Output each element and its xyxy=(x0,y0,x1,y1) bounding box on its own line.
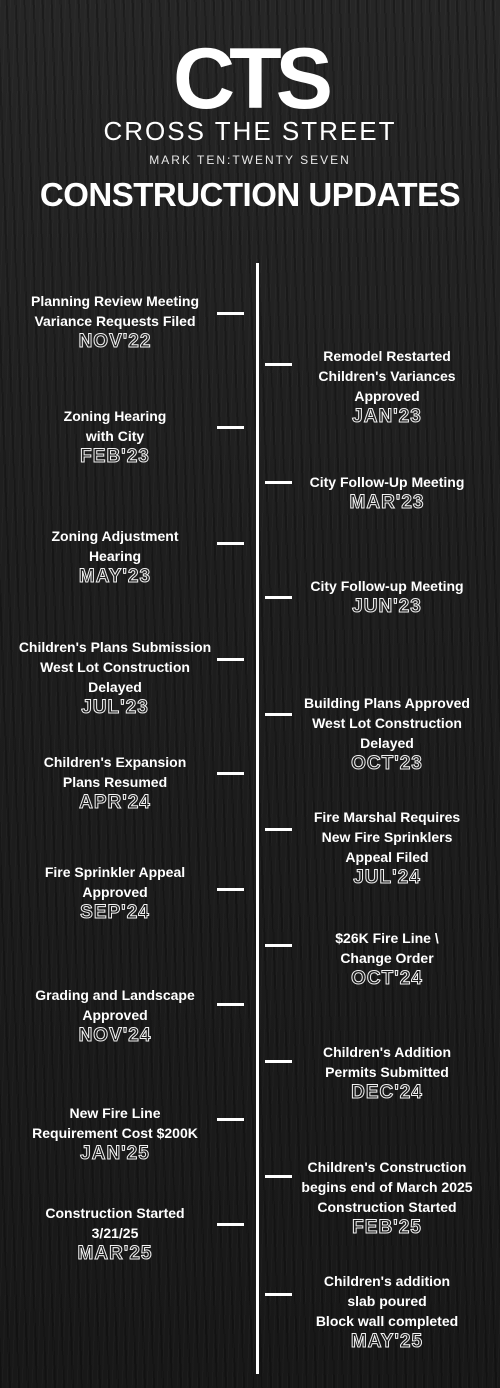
timeline-entry xyxy=(10,291,220,353)
entry-description: Children's Plans Submission West Lot Construction Delayed xyxy=(18,639,212,695)
timeline-tick xyxy=(217,888,244,891)
entry-date: NOV'22 xyxy=(78,331,152,352)
entry-description: Zoning Adjustment Hearing xyxy=(51,528,179,564)
timeline-entry xyxy=(282,807,492,889)
timeline-tick xyxy=(217,658,244,661)
entry-description: Fire Marshal Requires New Fire Sprinklers Appeal Filed xyxy=(313,809,461,865)
timeline-entry xyxy=(10,862,220,924)
timeline-tick xyxy=(217,1003,244,1006)
entry-description: City Follow-up Meeting xyxy=(310,578,464,594)
entry-date: FEB'25 xyxy=(352,1217,422,1238)
page-title: CONSTRUCTION UPDATES xyxy=(39,176,461,213)
timeline-tick xyxy=(217,542,244,545)
entry-date: JAN'23 xyxy=(352,406,422,427)
entry-date: APR'24 xyxy=(79,792,151,813)
entry-date: DEC'24 xyxy=(351,1082,423,1103)
timeline-entry xyxy=(10,1103,220,1165)
entry-description: Children's Construction begins end of March 2025 Construction Started xyxy=(301,1159,473,1215)
timeline-entry xyxy=(282,346,492,428)
timeline-tick xyxy=(217,1118,244,1121)
timeline-tick xyxy=(217,772,244,775)
entry-description: Children's addition slab poured Block wall completed xyxy=(315,1273,459,1329)
timeline-entry xyxy=(282,1271,492,1353)
entry-description: Building Plans Approved West Lot Construction Delayed xyxy=(304,695,470,751)
entry-description: $26K Fire Line \ Change Order xyxy=(335,930,439,966)
timeline-entry xyxy=(282,693,492,775)
entry-date: MAY'25 xyxy=(350,1331,424,1352)
timeline-tick xyxy=(217,312,244,315)
timeline-entry xyxy=(10,637,220,719)
entry-date: JUN'23 xyxy=(352,596,422,617)
timeline-entry xyxy=(282,576,492,618)
entry-description: Fire Sprinkler Appeal Approved xyxy=(44,864,186,900)
entry-description: Planning Review Meeting Variance Requests Filed xyxy=(30,293,200,329)
entry-date: OCT'23 xyxy=(351,753,423,774)
entry-description: New Fire Line Requirement Cost $200K xyxy=(32,1105,198,1141)
entry-date: NOV'24 xyxy=(78,1025,152,1046)
timeline-entry xyxy=(10,406,220,468)
entry-date: SEP'24 xyxy=(80,902,150,923)
cts-logo xyxy=(163,40,337,116)
logo-text: CTS xyxy=(173,40,327,116)
timeline-tick xyxy=(217,1223,244,1226)
entry-date: JUL'23 xyxy=(81,697,149,718)
entry-date: FEB'23 xyxy=(80,446,150,467)
timeline-entry xyxy=(10,1203,220,1265)
timeline-entry xyxy=(282,472,492,514)
entry-description: Remodel Restarted Children's Variances Approved xyxy=(318,348,456,404)
timeline-spine xyxy=(256,263,259,1374)
entry-date: MAR'23 xyxy=(349,492,425,513)
entry-description: Children's Addition Permits Submitted xyxy=(322,1044,452,1080)
entry-description: Children's Expansion Plans Resumed xyxy=(43,754,187,790)
timeline-entry xyxy=(10,752,220,814)
header xyxy=(0,0,500,220)
entry-date: MAR'25 xyxy=(77,1243,153,1264)
brand-name: CROSS THE STREET xyxy=(103,116,397,146)
entry-date: JAN'25 xyxy=(80,1143,150,1164)
timeline-entry xyxy=(10,526,220,588)
entry-description: Grading and Landscape Approved xyxy=(35,987,195,1023)
timeline-entry xyxy=(282,928,492,990)
timeline-tick xyxy=(217,426,244,429)
entry-description: Zoning Hearing with City xyxy=(63,408,167,444)
entry-description: City Follow-Up Meeting xyxy=(309,474,465,490)
timeline-entry xyxy=(10,985,220,1047)
entry-date: OCT'24 xyxy=(351,968,423,989)
entry-date: JUL'24 xyxy=(353,867,421,888)
tagline: MARK TEN:TWENTY SEVEN xyxy=(149,153,351,167)
entry-description: Construction Started 3/21/25 xyxy=(45,1205,185,1241)
timeline-entry xyxy=(282,1042,492,1104)
entry-date: MAY'23 xyxy=(78,566,152,587)
timeline-entry xyxy=(282,1157,492,1239)
